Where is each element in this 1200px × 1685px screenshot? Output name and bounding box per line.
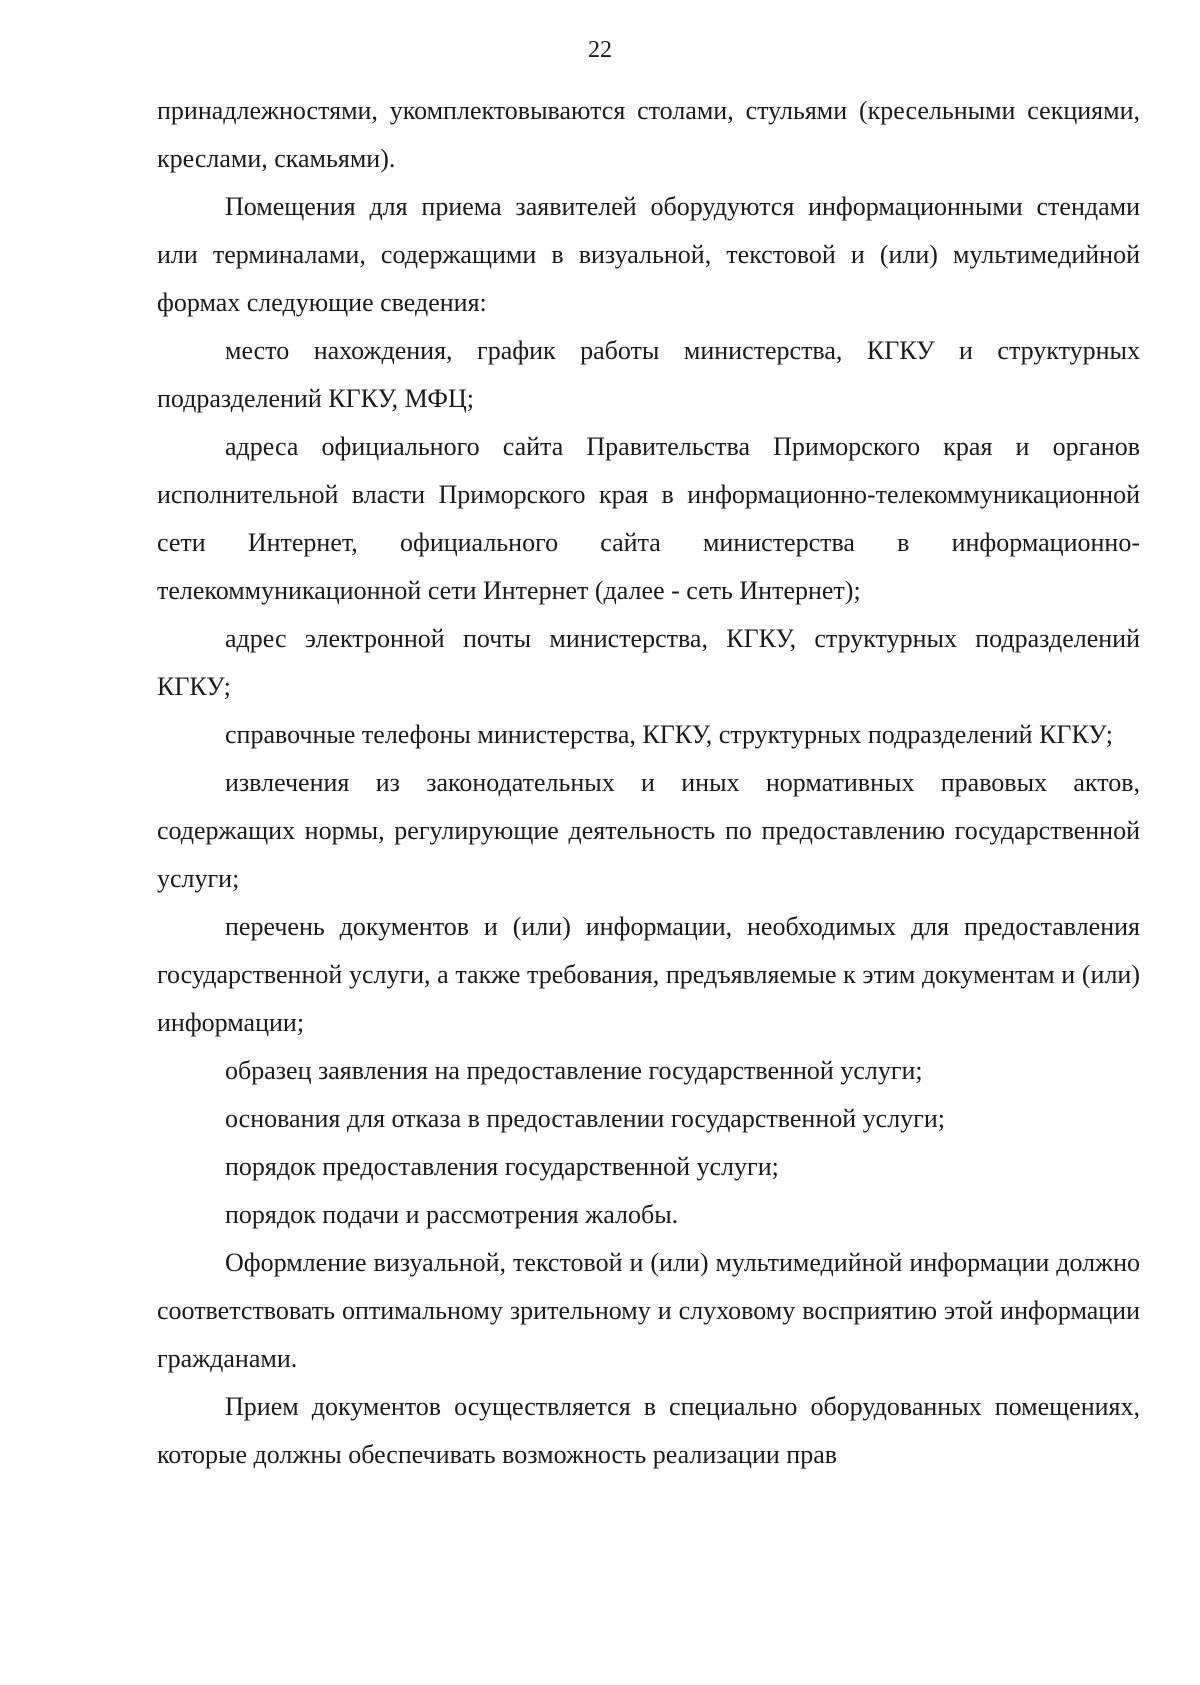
paragraph: место нахождения, график работы министерства, КГКУ и структурных подразделений КГКУ, МФЦ; [157, 336, 1140, 413]
paragraph: перечень документов и (или) информации, необходимых для предоставления государственной услуги, а также требования, предъявляемые к этим документам и (или) информации; [157, 912, 1140, 1037]
paragraph: порядок подачи и рассмотрения жалобы. [225, 1200, 679, 1229]
paragraph: извлечения из законодательных и иных нормативных правовых актов, содержащих нормы, регулирующие деятельность по предоставлению государственной услуги; [157, 768, 1140, 893]
document-body [157, 87, 1140, 1479]
paragraph: адреса официального сайта Правительства Приморского края и органов исполнительной власти Приморского края в информационно-телекоммуникационной сети Интернет, официального сайта министерства в информационно-телекоммуникационной сети Интернет (далее - сеть Интернет); [157, 432, 1140, 605]
paragraph: принадлежностями, укомплектовываются столами, стульями (кресельными секциями, креслами, скамьями). [157, 96, 1140, 173]
paragraph: порядок предоставления государственной услуги; [225, 1152, 779, 1181]
paragraph: образец заявления на предоставление государственной услуги; [225, 1056, 923, 1085]
paragraph: Прием документов осуществляется в специально оборудованных помещениях, которые должны обеспечивать возможность реализации прав [157, 1392, 1140, 1469]
paragraph: справочные телефоны министерства, КГКУ, структурных подразделений КГКУ; [225, 720, 1113, 749]
paragraph: основания для отказа в предоставлении государственной услуги; [225, 1104, 945, 1133]
paragraph: Оформление визуальной, текстовой и (или) мультимедийной информации должно соответствовать оптимальному зрительному и слуховому восприятию этой информации гражданами. [157, 1248, 1140, 1373]
paragraph: Помещения для приема заявителей оборудуются информационными стендами или терминалами, содержащими в визуальной, текстовой и (или) мультимедийной формах следующие сведения: [157, 192, 1140, 317]
page-number: 22 [588, 37, 612, 63]
paragraph: адрес электронной почты министерства, КГКУ, структурных подразделений КГКУ; [157, 624, 1140, 701]
